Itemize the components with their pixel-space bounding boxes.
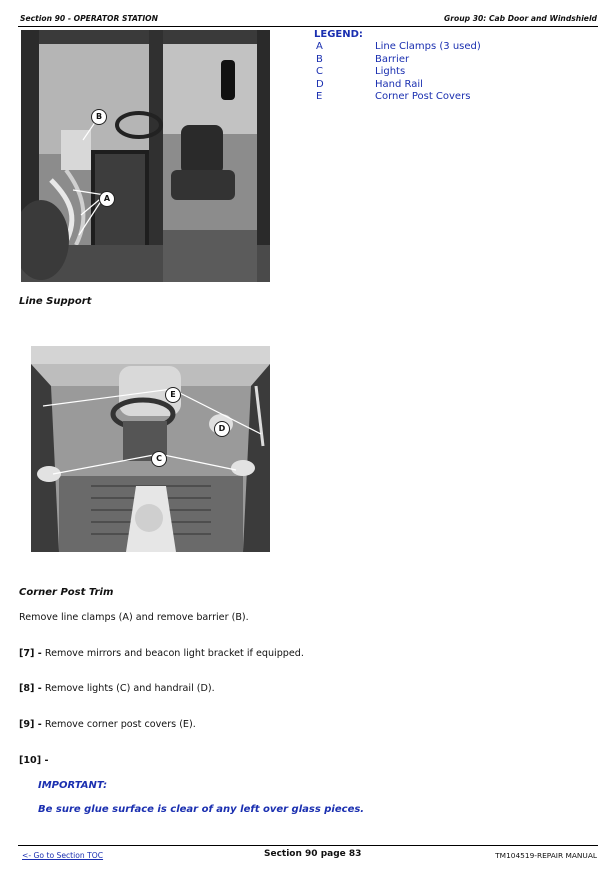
step-text: Remove mirrors and beacon light bracket if equipped. (41, 648, 304, 659)
step-9 (19, 719, 196, 730)
important-text: Be sure glue surface is clear of any left over glass pieces. (38, 804, 365, 815)
go-to-section-toc-link[interactable]: <- Go to Section TOC (22, 851, 104, 860)
legend-text: Corner Post Covers (375, 90, 471, 102)
legend-letter: B (316, 53, 323, 65)
legend-letter: D (316, 78, 324, 90)
step-number: [10] - (19, 755, 49, 766)
callout-e: E (165, 382, 181, 403)
callout-b: B (91, 104, 107, 125)
header-group-title: Group 30: Cab Door and Windshield (444, 14, 597, 23)
caption-line-support: Line Support (19, 296, 92, 307)
step-number: [9] - (19, 719, 42, 730)
caption-corner-post-trim: Corner Post Trim (19, 587, 114, 598)
figure-corner-post-photo (31, 346, 270, 552)
legend-text: Line Clamps (3 used) (375, 41, 481, 53)
legend-item-d (314, 78, 423, 91)
step-text: Remove corner post covers (E). (41, 719, 196, 730)
figure-line-support-photo (21, 30, 270, 282)
footer-divider (18, 845, 598, 846)
legend-text: Hand Rail (375, 78, 423, 90)
legend-text: Lights (375, 66, 406, 78)
legend-text: Barrier (375, 53, 410, 65)
footer-manual-id: TM104519-REPAIR MANUAL (495, 851, 597, 860)
legend-item-c (314, 66, 406, 78)
callout-a: A (99, 186, 115, 207)
instruction-intro: Remove line clamps (A) and remove barrier (B). (19, 612, 249, 623)
callout-c: C (151, 446, 167, 467)
footer-page-number: Section 90 page 83 (264, 849, 362, 859)
callout-d: D (214, 416, 230, 437)
legend-item-b (314, 53, 410, 66)
legend (314, 29, 481, 103)
legend-letter: E (316, 90, 323, 102)
step-10 (19, 755, 48, 766)
legend-letter: C (316, 66, 323, 78)
step-number: [8] - (19, 683, 42, 694)
step-7 (19, 648, 304, 659)
important-label: IMPORTANT: (38, 780, 108, 791)
step-text: Remove lights (C) and handrail (D). (41, 683, 215, 694)
step-number: [7] - (19, 648, 42, 659)
header-section-title: Section 90 - OPERATOR STATION (20, 14, 158, 23)
legend-item-a (314, 41, 481, 53)
header-divider (18, 26, 598, 27)
legend-title: LEGEND: (314, 29, 363, 40)
legend-item-e (314, 90, 471, 103)
legend-letter: A (316, 41, 323, 53)
step-8 (19, 683, 215, 694)
